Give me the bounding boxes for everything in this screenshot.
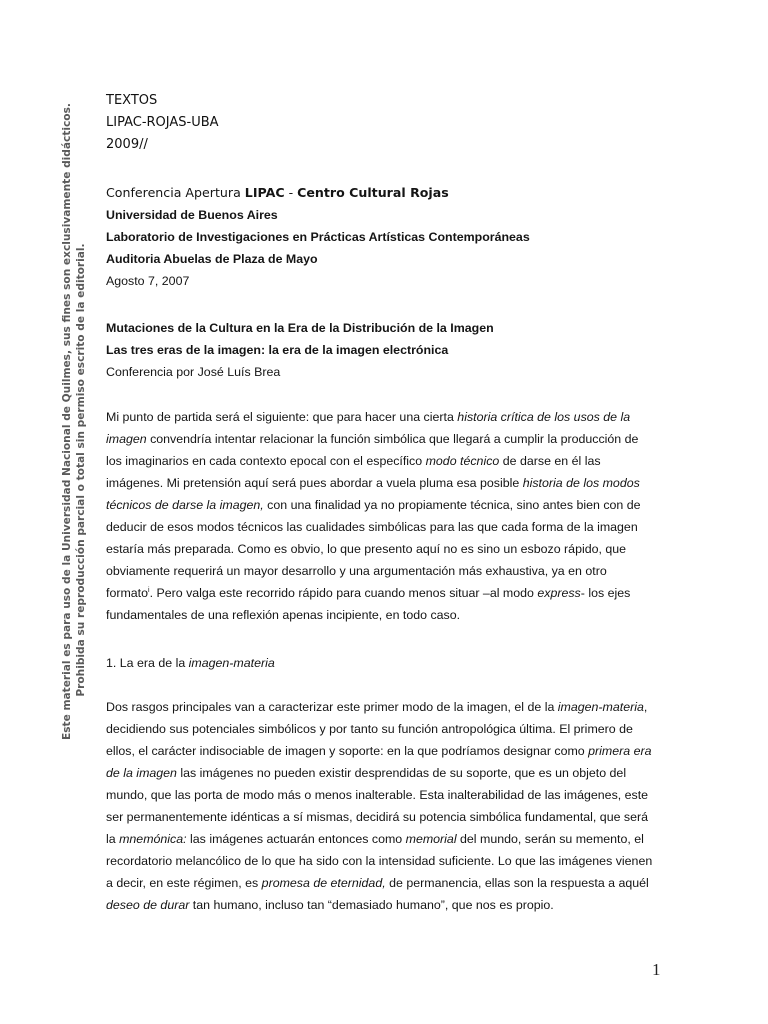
- p2-line-7: la mnemónica: las imágenes actuarán entonces como memorial del mundo, serán su memento, el: [106, 832, 644, 846]
- p2-line-1: Dos rasgos principales van a caracterizar este primer modo de la imagen, el de la imagen-materia,: [106, 700, 648, 714]
- document-header: [106, 90, 219, 156]
- p1-line-8: obviamente requerirá un mayor desarrollo y una argumentación más exhaustiva, ya en otro: [106, 564, 607, 578]
- p1-line-3: los imaginarios en cada contexto epocal con el específico modo técnico de darse en él las: [106, 454, 601, 468]
- byline: Conferencia por José Luís Brea: [106, 365, 281, 379]
- p1-line-1: Mi punto de partida será el siguiente: que para hacer una cierta historia crítica de los usos de la: [106, 410, 631, 424]
- section-1-heading: 1. La era de la imagen-materia: [106, 656, 275, 670]
- lab-line: Laboratorio de Investigaciones en Prácticas Artísticas Contemporáneas: [106, 230, 530, 244]
- p1-line-2: imagen convendría intentar relacionar la función simbólica que llegará a cumplir la producción de: [106, 432, 639, 446]
- p1-line-9: formato$^i$. Pero valga este recorrido rápido para cuando menos situar –al modo express- los ejes: [106, 586, 631, 600]
- university-line: Universidad de Buenos Aires: [106, 208, 278, 222]
- p2-line-2: decidiendo sus potenciales simbólicos y por tanto su función antropológica última. El primero de: [106, 722, 633, 736]
- copyright-side-note: [60, 103, 88, 740]
- footnote-ref[interactable]: i: [148, 586, 150, 594]
- conference-center: Centro Cultural Rojas: [297, 185, 449, 200]
- conference-info: [106, 182, 646, 292]
- p1-line-4: imágenes. Mi pretensión aquí será pues abordar a vuela pluma esa posible historia de los modos: [106, 476, 640, 490]
- p2-line-8: recordatorio melancólico de lo que ha sido con la intensidad suficiente. Lo que las imágenes vienen: [106, 854, 653, 868]
- side-note-line-1: Este material es para uso de la Universidad Nacional de Quilmes, sus fines son exclusivamente didácticos.: [61, 103, 73, 740]
- p2-line-10: deseo de durar tan humano, incluso tan “demasiado humano”, que nos es propio.: [106, 898, 554, 912]
- p1-line-5: técnicos de darse la imagen, con una finalidad ya no propiamente técnica, sino antes bien con de: [106, 498, 641, 512]
- header-line-2: LIPAC-ROJAS-UBA: [106, 115, 219, 130]
- title-block: [106, 317, 646, 383]
- conference-dash: -: [284, 185, 298, 200]
- p2-line-3: ellos, el carácter indisociable de imagen y soporte: en la que podríamos designar como primera era: [106, 744, 652, 758]
- p1-line-6: deducir de esos modos técnicos las cualidades simbólicas para las que cada forma de la imagen: [106, 520, 638, 534]
- title-line-1: Mutaciones de la Cultura en la Era de la Distribución de la Imagen: [106, 321, 494, 335]
- p2-line-4: de la imagen las imágenes no pueden existir desprendidas de su soporte, que es un objeto del: [106, 766, 627, 780]
- conference-line: [106, 182, 646, 204]
- header-line-3: 2009//: [106, 137, 148, 152]
- title-line-2: Las tres eras de la imagen: la era de la imagen electrónica: [106, 343, 449, 357]
- paragraph-2: [106, 696, 653, 916]
- p2-line-6: ser permanentemente idénticas a sí mismas, decidirá su potencia simbólica fundamental, que será: [106, 810, 649, 824]
- p2-line-9: a decir, en este régimen, es promesa de eternidad, de permanencia, ellas son la respuesta a aquél: [106, 876, 649, 890]
- header-line-1: TEXTOS: [106, 93, 158, 108]
- p1-line-10: fundamentales de una reflexión apenas incipiente, en todo caso.: [106, 608, 461, 622]
- p1-line-7: estaría más preparada. Como es obvio, lo que presento aquí no es sino un esbozo rápido, que: [106, 542, 627, 556]
- paragraph-1: [106, 406, 646, 626]
- side-note-line-2: Prohibida su reproducción parcial o total sin permiso escrito de la editorial.: [75, 243, 87, 697]
- date-line: Agosto 7, 2007: [106, 274, 190, 288]
- auditorium-line: Auditoria Abuelas de Plaza de Mayo: [106, 252, 318, 266]
- page-number: 1: [652, 960, 661, 979]
- conference-prefix: Conferencia Apertura: [106, 185, 245, 200]
- p2-line-5: mundo, que las porta de modo más o menos inalterable. Esta inalterabilidad de las imágenes, este: [106, 788, 649, 802]
- conference-lipac: LIPAC: [244, 185, 285, 200]
